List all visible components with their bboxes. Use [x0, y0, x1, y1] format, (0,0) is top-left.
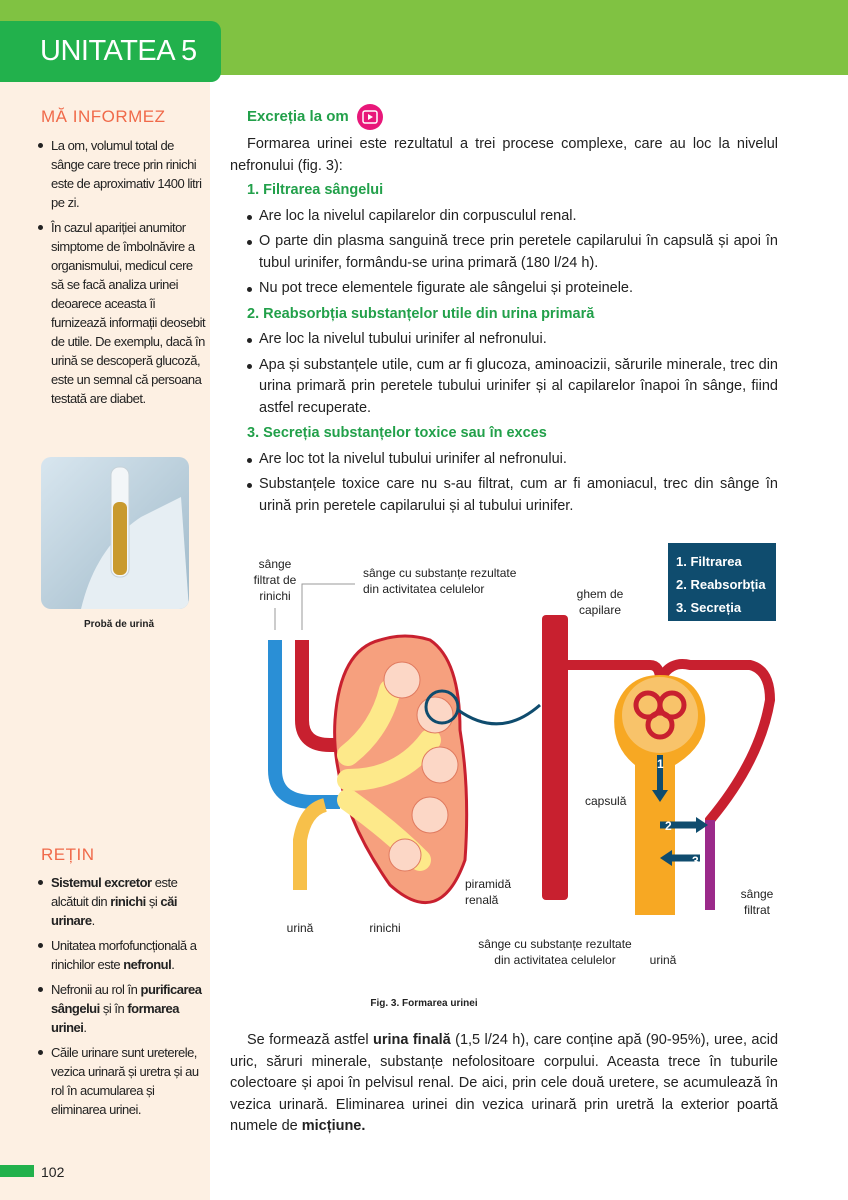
info-heading: MĂ INFORMEZ: [41, 107, 166, 126]
test-tube-icon: [41, 457, 189, 609]
ureter: [300, 805, 325, 890]
unit-title: UNITATEA 5: [0, 21, 221, 82]
subsection-title: 2. Reabsorbția substanțelor utile din urina primară: [247, 305, 595, 322]
urine-formation-figure: [230, 540, 790, 980]
list-item: Nu pot trece elementele figurate ale sângelui și proteinele.: [247, 278, 778, 300]
list-item: Apa și substanțele utile, cum ar fi glucoza, aminoacizii, sărurile minerale, trec din urina primară prin peretele tubului urinifer și al capilarelor înapoi în sânge, fiind astfel recuperate.: [247, 355, 778, 420]
retin-item: Căile urinare sunt ureterele, vezica urinară și uretra și au rol în acumularea și eliminarea urinei.: [38, 1043, 206, 1119]
svg-text:filtrat de: filtrat de: [253, 573, 297, 587]
svg-text:piramidă: piramidă: [465, 877, 512, 891]
svg-text:urină: urină: [649, 953, 677, 967]
list-item: Substanțele toxice care nu s-au filtrat, cum ar fi amoniacul, trec din sânge în urină prin peretele capilarului și al tubului urinifer.: [247, 474, 778, 517]
retin-heading: REȚIN: [41, 845, 95, 864]
list-item: O parte din plasma sanguină trece prin peretele capilarului în capsulă și apoi în tubul urinifer, formându-se urina primară (180 l/24 h).: [247, 231, 778, 274]
retin-item: Sistemul excretor este alcătuit din rinichi și căi urinare.: [38, 873, 206, 930]
page-number-bar: [0, 1165, 34, 1177]
info-item: La om, volumul total de sânge care trece prin rinichi este de aproximativ 1400 litri pe zi.: [38, 136, 206, 212]
zoom-arrow: [458, 705, 540, 724]
list-item: Are loc la nivelul tubului urinifer al nefronului.: [247, 329, 778, 351]
svg-text:din activitatea celulelor: din activitatea celulelor: [363, 582, 485, 596]
svg-text:2: 2: [665, 819, 672, 833]
main-content: [230, 104, 778, 521]
page-number: 102: [41, 1164, 65, 1180]
svg-text:3. Secreția: 3. Secreția: [676, 600, 742, 615]
svg-text:1: 1: [657, 757, 664, 771]
svg-text:filtrat: filtrat: [743, 903, 771, 917]
photo-caption: Probă de urină: [84, 619, 155, 630]
svg-text:urină: urină: [286, 921, 314, 935]
video-icon[interactable]: [357, 104, 383, 130]
info-item: În cazul apariției anumitor simptome de îmbolnăvire a organismului, medicul cere să se facă analiza urinei deoarece aceasta îi furnizează informații deosebit de utile. De exemplu, dacă în urină se descoperă glucoză, este un semnal că persoana testată are diabet.: [38, 218, 206, 408]
figure-caption: Fig. 3. Formarea urinei: [370, 998, 478, 1009]
svg-text:capilare: capilare: [578, 603, 622, 617]
subsection-title: 3. Secreția substanțelor toxice sau în exces: [247, 425, 547, 441]
svg-text:sânge: sânge: [258, 557, 292, 571]
svg-text:sânge: sânge: [740, 887, 774, 901]
subsection-title: 1. Filtrarea sângelui: [247, 182, 384, 198]
section-title: Excreția la om: [247, 104, 778, 130]
svg-text:rinichi: rinichi: [369, 921, 401, 935]
svg-text:capsulă: capsulă: [585, 794, 627, 808]
list-item: Are loc la nivelul capilarelor din corpusculul renal.: [247, 206, 778, 228]
svg-text:rinichi: rinichi: [259, 589, 291, 603]
svg-text:din activitatea celulelor: din activitatea celulelor: [494, 953, 616, 967]
svg-text:1. Filtrarea: 1. Filtrarea: [676, 554, 742, 569]
retin-item: Nefronii au rol în purificarea sângelui și în formarea urinei.: [38, 980, 206, 1037]
info-list: [38, 136, 206, 414]
final-paragraph: Se formează astfel urina finală (1,5 l/24 h), care conține apă (90-95%), uree, acid uric, săruri minerale, substanțe nefolositoare corpului. Aceasta trece în tuburile colectoare și apoi în pelvisul renal. De aici, prin cele două uretere, se acumulează în vezica urinară. Eliminarea urinei din vezica urinară prin uretră la exterior poartă numele de micțiune.: [230, 1032, 779, 1134]
svg-text:renală: renală: [465, 893, 499, 907]
svg-text:sânge cu substanțe rezultate: sânge cu substanțe rezultate: [478, 937, 632, 951]
svg-text:ghem de: ghem de: [576, 587, 624, 601]
svg-text:3: 3: [692, 854, 699, 868]
svg-text:2. Reabsorbția: 2. Reabsorbția: [676, 577, 766, 592]
svg-text:sânge cu substanțe rezultate: sânge cu substanțe rezultate: [363, 566, 517, 580]
urine-sample-photo: [41, 457, 189, 609]
list-item: Are loc tot la nivelul tubului urinifer al nefronului.: [247, 449, 778, 471]
blood-vessel: [542, 615, 568, 900]
intro-text: Formarea urinei este rezultatul a trei procese complexe, care au loc la nivelul nefronului (fig. 3):: [230, 136, 778, 174]
retin-item: Unitatea morfofuncțională a rinichilor este nefronul.: [38, 936, 206, 974]
